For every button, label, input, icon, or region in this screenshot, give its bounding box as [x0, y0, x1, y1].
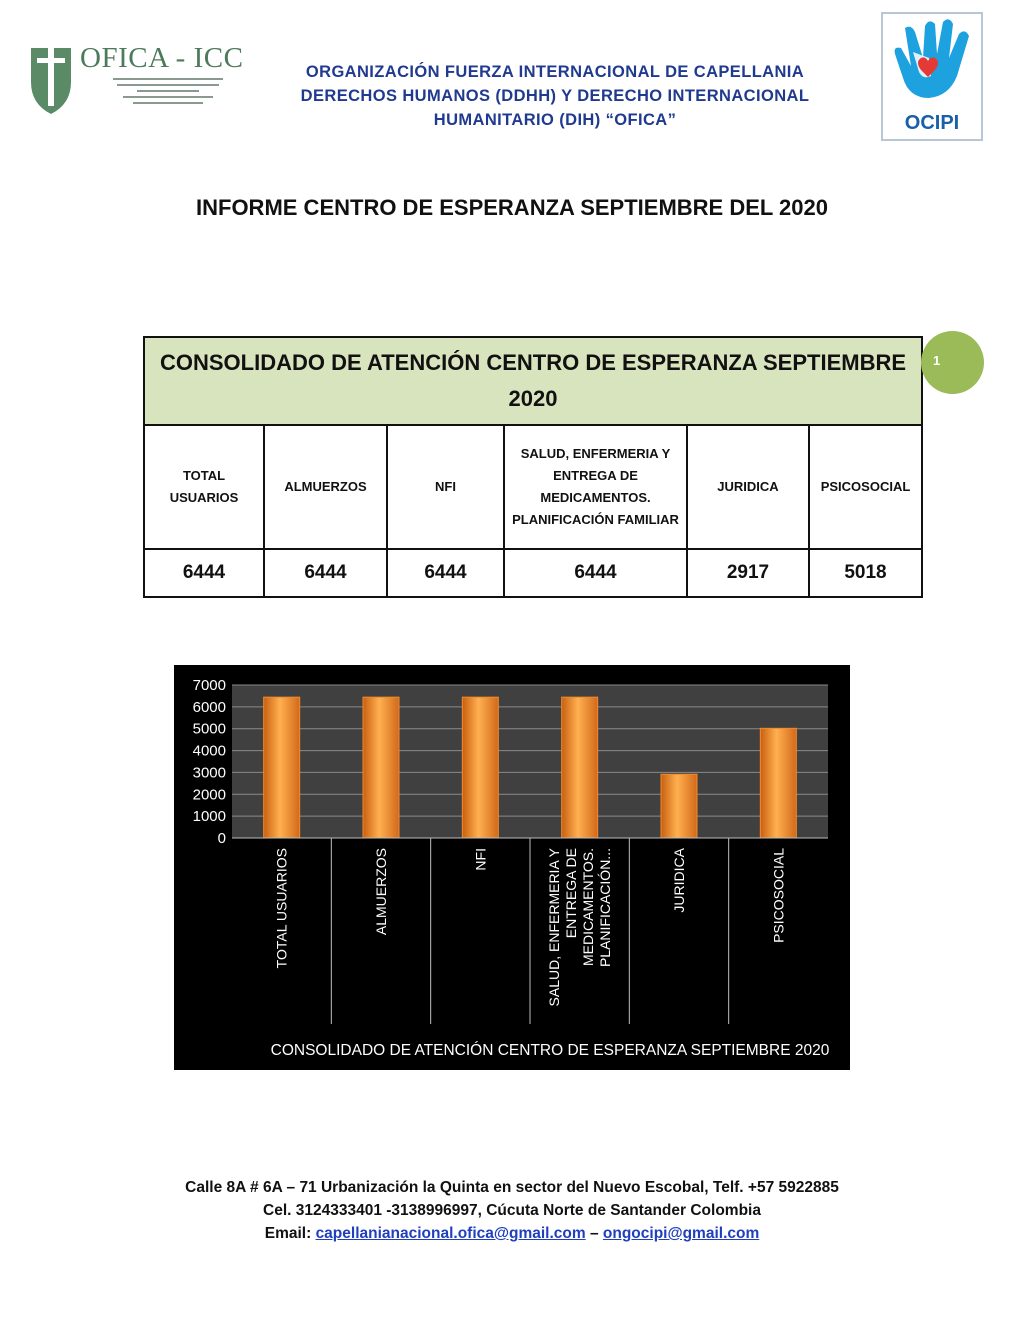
column-header — [504, 425, 687, 549]
footer-email-line — [0, 1222, 1024, 1245]
y-tick-label: 4000 — [192, 742, 226, 760]
column-header-line: PLANIFICACIÓN FAMILIAR — [512, 512, 679, 527]
x-tick-label-line: PLANIFICACIÓN... — [597, 848, 614, 968]
table-cell-value: 6444 — [264, 549, 387, 597]
page-number-badge — [921, 331, 984, 394]
shield-cross-icon — [28, 42, 74, 116]
y-tick-label: 3000 — [192, 764, 226, 782]
ocipi-logo — [881, 12, 983, 141]
consolidated-table — [143, 336, 923, 598]
organization-title — [250, 60, 860, 132]
badge-number: 1 — [933, 353, 941, 368]
column-header — [144, 425, 264, 549]
x-tick-label — [274, 848, 290, 968]
table-cell-value: 6444 — [144, 549, 264, 597]
table-title — [144, 337, 922, 425]
column-header-line: JURIDICA — [717, 479, 779, 494]
table-cell-value: 6444 — [387, 549, 504, 597]
bar — [264, 697, 300, 838]
y-tick-label: 1000 — [192, 808, 226, 826]
y-tick-label: 2000 — [192, 786, 226, 804]
email-separator: – — [589, 1225, 599, 1242]
email-link-ofica[interactable]: capellanianacional.ofica@gmail.com — [315, 1225, 586, 1242]
column-header-line: PSICOSOCIAL — [820, 479, 911, 494]
chart-title: CONSOLIDADO DE ATENCIÓN CENTRO DE ESPERANZA SEPTIEMBRE 2020 — [270, 1042, 830, 1059]
x-tick-label — [373, 848, 389, 935]
column-header — [387, 425, 504, 549]
column-header-line: MEDICAMENTOS. — [540, 490, 651, 505]
x-tick-label — [472, 848, 488, 871]
x-tick-label-line: PSICOSOCIAL — [770, 848, 787, 943]
email-label: Email: — [264, 1225, 312, 1242]
ocipi-logo-text: OCIPI — [904, 112, 960, 134]
x-tick-label-line: TOTAL USUARIOS — [273, 848, 290, 969]
y-tick-label: 5000 — [192, 720, 226, 738]
column-header — [687, 425, 809, 549]
table-cell-value: 6444 — [504, 549, 687, 597]
y-tick-label: 6000 — [192, 698, 226, 716]
table-cell-value: 5018 — [809, 549, 922, 597]
x-tick-label — [770, 848, 786, 943]
email-link-ocipi[interactable]: ongocipi@gmail.com — [602, 1225, 760, 1242]
bar — [562, 697, 598, 838]
x-tick-label-line: SALUD, ENFERMERIA Y — [546, 848, 563, 1007]
x-tick-label-line: MEDICAMENTOS. — [580, 848, 597, 966]
column-header-line: ENTREGA DE — [553, 468, 638, 483]
column-header — [809, 425, 922, 549]
ofica-logo — [28, 40, 244, 120]
y-tick-label: 7000 — [192, 677, 226, 694]
ofica-subtitle — [98, 76, 238, 114]
bar — [760, 728, 796, 838]
column-header-line: SALUD, ENFERMERIA Y — [520, 446, 671, 461]
helping-hands-icon — [883, 14, 981, 112]
footer-phone: Cel. 3124333401 -3138996997, Cúcuta Norte de Santander Colombia — [263, 1202, 761, 1219]
bar — [462, 697, 498, 838]
table-value-row — [144, 549, 922, 597]
bar-chart — [174, 665, 850, 1070]
footer-address: Calle 8A # 6A – 71 Urbanización la Quinta en sector del Nuevo Escobal, Telf. +57 5922885 — [185, 1179, 839, 1196]
footer — [0, 1176, 1024, 1245]
plot-area — [232, 685, 828, 838]
column-header-line: TOTAL — [182, 468, 226, 483]
org-title-line-2: DERECHOS HUMANOS (DDHH) Y DERECHO INTERNACIONAL — [300, 87, 810, 105]
x-tick-label — [546, 847, 613, 1006]
y-tick-label: 0 — [217, 830, 226, 847]
column-header-line: USUARIOS — [169, 490, 239, 505]
table-title-line-2: 2020 — [508, 386, 558, 411]
x-tick-label-line: NFI — [472, 848, 489, 871]
bar-chart-svg — [174, 665, 850, 1070]
ofica-brand: OFICA - ICC — [80, 42, 244, 74]
table-title-line-1: CONSOLIDADO DE ATENCIÓN CENTRO DE ESPERANZA SEPTIEMBRE — [160, 350, 907, 375]
bar — [363, 697, 399, 838]
x-tick-label — [671, 847, 687, 912]
x-tick-label-line: ENTREGA DE — [563, 848, 580, 939]
x-tick-label-line: ALMUERZOS — [373, 848, 389, 936]
table-header-row — [144, 425, 922, 549]
column-header-line: NFI — [435, 479, 456, 494]
org-title-line-1: ORGANIZACIÓN FUERZA INTERNACIONAL DE CAPELLANIA — [305, 63, 805, 81]
table-cell-value: 2917 — [687, 549, 809, 597]
x-tick-label-line: JURIDICA — [671, 848, 687, 913]
bar — [661, 774, 697, 838]
column-header-line: ALMUERZOS — [284, 479, 367, 494]
column-header — [264, 425, 387, 549]
logo-small-text-lines — [103, 76, 233, 112]
report-title: INFORME CENTRO DE ESPERANZA SEPTIEMBRE DEL 2020 — [196, 195, 828, 220]
org-title-line-3: HUMANITARIO (DIH) “OFICA” — [433, 111, 677, 129]
